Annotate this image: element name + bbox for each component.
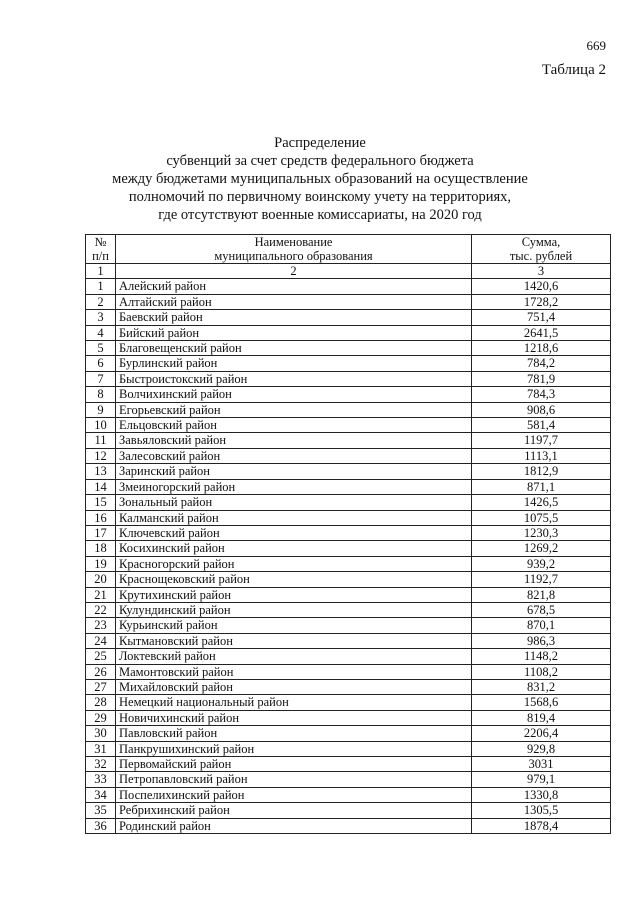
header-name-line2: муниципального образования — [214, 249, 373, 263]
table-row — [86, 572, 611, 587]
page-number: 669 — [586, 38, 606, 53]
row-number: 12 — [86, 448, 116, 463]
table-row — [86, 556, 611, 571]
header-sum — [472, 235, 611, 264]
table-row — [86, 633, 611, 648]
row-name: Локтевский район — [116, 649, 472, 664]
row-sum: 3031 — [472, 757, 611, 772]
table-row — [86, 710, 611, 725]
table-row — [86, 510, 611, 525]
row-sum: 1230,3 — [472, 525, 611, 540]
row-sum: 871,1 — [472, 479, 611, 494]
row-name: Петропавловский район — [116, 772, 472, 787]
table-row — [86, 402, 611, 417]
header-sum-line1: Сумма, — [521, 235, 561, 249]
row-number: 29 — [86, 710, 116, 725]
title-line: субвенций за счет средств федерального бюджета — [166, 153, 474, 169]
row-name: Красногорский район — [116, 556, 472, 571]
row-name: Ельцовский район — [116, 418, 472, 433]
row-sum: 1728,2 — [472, 294, 611, 309]
row-number: 25 — [86, 649, 116, 664]
header-name — [116, 235, 472, 264]
column-number-row — [86, 264, 611, 279]
table-row — [86, 495, 611, 510]
row-number: 28 — [86, 695, 116, 710]
row-name: Алтайский район — [116, 294, 472, 309]
row-number: 32 — [86, 757, 116, 772]
table-row — [86, 772, 611, 787]
table-row — [86, 464, 611, 479]
row-name: Калманский район — [116, 510, 472, 525]
row-sum: 870,1 — [472, 618, 611, 633]
row-number: 30 — [86, 726, 116, 741]
title-line: где отсутствуют военные комиссариаты, на 2020 год — [158, 207, 482, 223]
row-sum: 784,3 — [472, 387, 611, 402]
row-number: 10 — [86, 418, 116, 433]
table-row — [86, 525, 611, 540]
row-name: Заринский район — [116, 464, 472, 479]
row-number: 15 — [86, 495, 116, 510]
table-row — [86, 356, 611, 371]
header-number-line2: п/п — [92, 249, 109, 263]
row-number: 19 — [86, 556, 116, 571]
row-sum: 1197,7 — [472, 433, 611, 448]
table-row — [86, 387, 611, 402]
table-row — [86, 726, 611, 741]
row-sum: 986,3 — [472, 633, 611, 648]
row-sum: 821,8 — [472, 587, 611, 602]
row-name: Бийский район — [116, 325, 472, 340]
table-label: Таблица 2 — [541, 62, 606, 78]
row-number: 8 — [86, 387, 116, 402]
row-name: Кулундинский район — [116, 602, 472, 617]
row-name: Волчихинский район — [116, 387, 472, 402]
header-number-line1: № — [94, 235, 107, 249]
row-name: Панкрушихинский район — [116, 741, 472, 756]
table-row — [86, 541, 611, 556]
row-number: 4 — [86, 325, 116, 340]
row-number: 34 — [86, 787, 116, 802]
row-number: 21 — [86, 587, 116, 602]
row-number: 35 — [86, 803, 116, 818]
row-number: 17 — [86, 525, 116, 540]
row-sum: 2641,5 — [472, 325, 611, 340]
row-number: 3 — [86, 310, 116, 325]
row-sum: 1218,6 — [472, 341, 611, 356]
row-name: Ключевский район — [116, 525, 472, 540]
table-row — [86, 371, 611, 386]
title-line: между бюджетами муниципальных образований на осуществление — [112, 171, 528, 187]
row-sum: 1878,4 — [472, 818, 611, 833]
row-sum: 581,4 — [472, 418, 611, 433]
header-name-line1: Наименование — [254, 235, 333, 249]
row-name: Поспелихинский район — [116, 787, 472, 802]
table-row — [86, 741, 611, 756]
table-row — [86, 433, 611, 448]
header-sum-line2: тыс. рублей — [509, 249, 573, 263]
table-row — [86, 787, 611, 802]
row-number: 22 — [86, 602, 116, 617]
row-name: Ребрихинский район — [116, 803, 472, 818]
row-sum: 1420,6 — [472, 279, 611, 294]
row-number: 36 — [86, 818, 116, 833]
row-number: 18 — [86, 541, 116, 556]
table-row — [86, 695, 611, 710]
table-row — [86, 649, 611, 664]
header-number — [86, 235, 116, 264]
row-number: 5 — [86, 341, 116, 356]
row-number: 13 — [86, 464, 116, 479]
title-line: Распределение — [274, 135, 366, 151]
row-name: Краснощековский район — [116, 572, 472, 587]
row-name: Завьяловский район — [116, 433, 472, 448]
table-row — [86, 618, 611, 633]
row-sum: 2206,4 — [472, 726, 611, 741]
row-number: 6 — [86, 356, 116, 371]
column-number: 3 — [472, 264, 611, 279]
row-name: Залесовский район — [116, 448, 472, 463]
row-number: 16 — [86, 510, 116, 525]
row-number: 27 — [86, 679, 116, 694]
row-name: Первомайский район — [116, 757, 472, 772]
row-sum: 831,2 — [472, 679, 611, 694]
row-sum: 1192,7 — [472, 572, 611, 587]
column-number: 2 — [116, 264, 472, 279]
row-number: 14 — [86, 479, 116, 494]
column-number: 1 — [86, 264, 116, 279]
row-number: 26 — [86, 664, 116, 679]
row-number: 23 — [86, 618, 116, 633]
row-sum: 1269,2 — [472, 541, 611, 556]
row-number: 20 — [86, 572, 116, 587]
row-sum: 1568,6 — [472, 695, 611, 710]
row-name: Благовещенский район — [116, 341, 472, 356]
row-number: 1 — [86, 279, 116, 294]
row-name: Баевский район — [116, 310, 472, 325]
row-name: Павловский район — [116, 726, 472, 741]
row-sum: 1812,9 — [472, 464, 611, 479]
row-name: Мамонтовский район — [116, 664, 472, 679]
title-line: полномочий по первичному воинскому учету на территориях, — [128, 189, 512, 205]
table-row — [86, 818, 611, 833]
row-name: Курьинский район — [116, 618, 472, 633]
row-name: Крутихинский район — [116, 587, 472, 602]
row-name: Егорьевский район — [116, 402, 472, 417]
table-row — [86, 448, 611, 463]
row-number: 33 — [86, 772, 116, 787]
table-header-row — [86, 235, 611, 264]
table-row — [86, 294, 611, 309]
row-sum: 819,4 — [472, 710, 611, 725]
row-sum: 979,1 — [472, 772, 611, 787]
table-row — [86, 341, 611, 356]
table-row — [86, 325, 611, 340]
table-row — [86, 310, 611, 325]
row-sum: 1305,5 — [472, 803, 611, 818]
row-name: Новичихинский район — [116, 710, 472, 725]
row-sum: 1148,2 — [472, 649, 611, 664]
table-row — [86, 803, 611, 818]
row-name: Немецкий национальный район — [116, 695, 472, 710]
table-row — [86, 279, 611, 294]
row-number: 24 — [86, 633, 116, 648]
row-name: Алейский район — [116, 279, 472, 294]
row-sum: 784,2 — [472, 356, 611, 371]
row-name: Михайловский район — [116, 679, 472, 694]
row-sum: 1075,5 — [472, 510, 611, 525]
row-name: Кытмановский район — [116, 633, 472, 648]
row-name: Бурлинский район — [116, 356, 472, 371]
row-number: 9 — [86, 402, 116, 417]
row-name: Змеиногорский район — [116, 479, 472, 494]
subvention-table — [85, 234, 611, 834]
table-row — [86, 679, 611, 694]
row-name: Быстроистокский район — [116, 371, 472, 386]
row-number: 7 — [86, 371, 116, 386]
row-sum: 1108,2 — [472, 664, 611, 679]
row-sum: 678,5 — [472, 602, 611, 617]
row-name: Косихинский район — [116, 541, 472, 556]
row-sum: 939,2 — [472, 556, 611, 571]
row-name: Родинский район — [116, 818, 472, 833]
table-row — [86, 418, 611, 433]
row-sum: 781,9 — [472, 371, 611, 386]
row-sum: 1113,1 — [472, 448, 611, 463]
row-sum: 1330,8 — [472, 787, 611, 802]
table-body — [86, 279, 611, 834]
table-row — [86, 602, 611, 617]
table-row — [86, 664, 611, 679]
table-row — [86, 479, 611, 494]
row-sum: 908,6 — [472, 402, 611, 417]
row-name: Зональный район — [116, 495, 472, 510]
row-sum: 929,8 — [472, 741, 611, 756]
table-row — [86, 757, 611, 772]
row-sum: 751,4 — [472, 310, 611, 325]
row-number: 11 — [86, 433, 116, 448]
document-title — [0, 134, 640, 224]
row-sum: 1426,5 — [472, 495, 611, 510]
row-number: 31 — [86, 741, 116, 756]
row-number: 2 — [86, 294, 116, 309]
table-row — [86, 587, 611, 602]
